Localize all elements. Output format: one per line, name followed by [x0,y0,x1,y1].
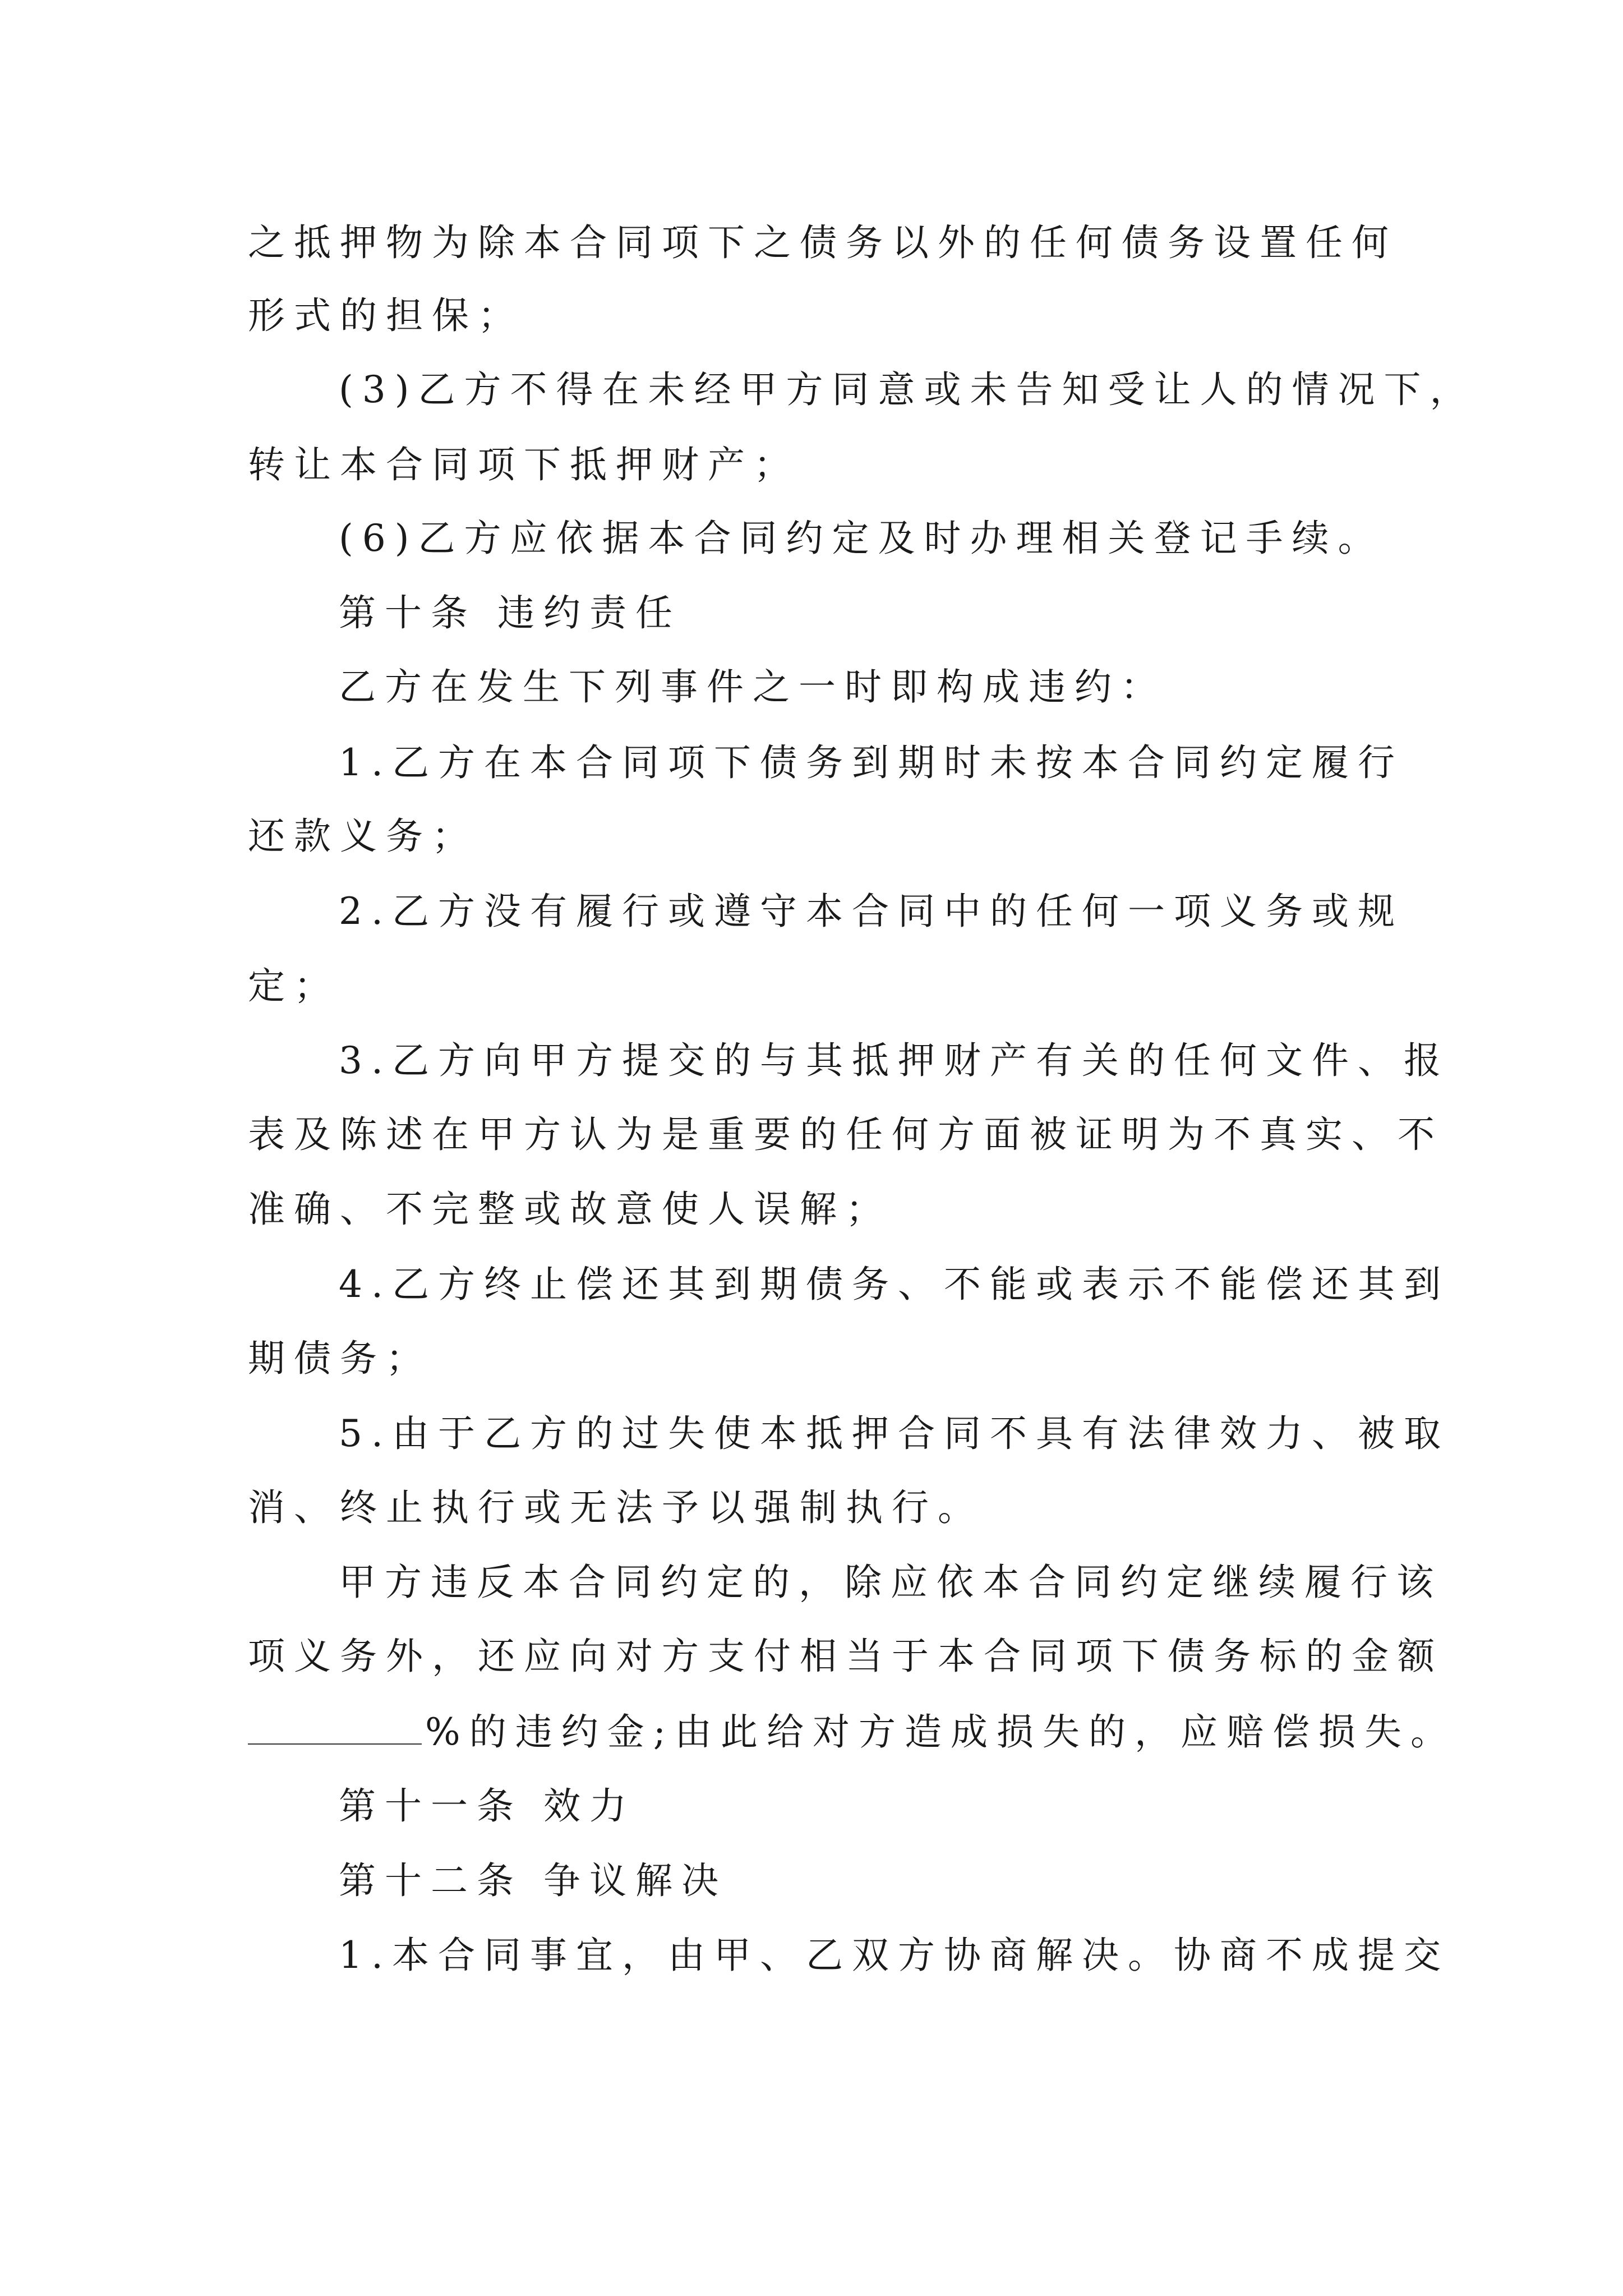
penalty-text: %的违约金;由此给对方造成损失的，应赔偿损失。 [425,1710,1456,1754]
paragraph-line: 形式的担保； [248,294,524,337]
paragraph-line: 之抵押物为除本合同项下之债务以外的任何债务设置任何 [248,221,1398,264]
item-3-line: 3.乙方向甲方提交的与其抵押财产有关的任何文件、报 [339,1039,1450,1082]
clause-6-line: (6)乙方应依据本合同约定及时办理相关登记手续。 [339,517,1384,560]
paragraph-line: 1.本合同事宜，由甲、乙双方协商解决。协商不成提交 [339,1934,1450,1977]
paragraph-line: 定； [248,964,340,1007]
item-2-line: 2.乙方没有履行或遵守本合同中的任何一项义务或规 [339,890,1404,933]
paragraph-line: 消、终止执行或无法予以强制执行。 [248,1486,984,1529]
fill-in-blank [248,1706,422,1745]
clause-3-line: (3)乙方不得在未经甲方同意或未告知受让人的情况下， [339,368,1476,411]
paragraph-line: 甲方违反本合同约定的，除应依本合同约定继续履行该 [339,1561,1442,1604]
penalty-line [248,1706,1456,1757]
article-10-heading: 第十条 违约责任 [339,591,681,634]
paragraph-line: 乙方在发生下列事件之一时即构成违约： [339,665,1166,708]
paragraph-line: 转让本合同项下抵押财产； [248,443,800,486]
article-11-heading: 第十一条 效力 [339,1784,635,1828]
item-1-line: 1.乙方在本合同项下债务到期时未按本合同约定履行 [339,741,1404,784]
article-12-heading: 第十二条 争议解决 [339,1859,727,1902]
paragraph-line: 表及陈述在甲方认为是重要的任何方面被证明为不真实、不 [248,1113,1444,1156]
paragraph-line: 准确、不完整或故意使人误解； [248,1188,892,1231]
paragraph-line: 期债务； [248,1337,432,1380]
item-4-line: 4.乙方终止偿还其到期债务、不能或表示不能偿还其到 [339,1263,1450,1306]
paragraph-line: 还款义务； [248,815,478,858]
paragraph-line: 项义务外，还应向对方支付相当于本合同项下债务标的金额 [248,1635,1444,1678]
item-5-line: 5.由于乙方的过失使本抵押合同不具有法律效力、被取 [339,1412,1450,1455]
